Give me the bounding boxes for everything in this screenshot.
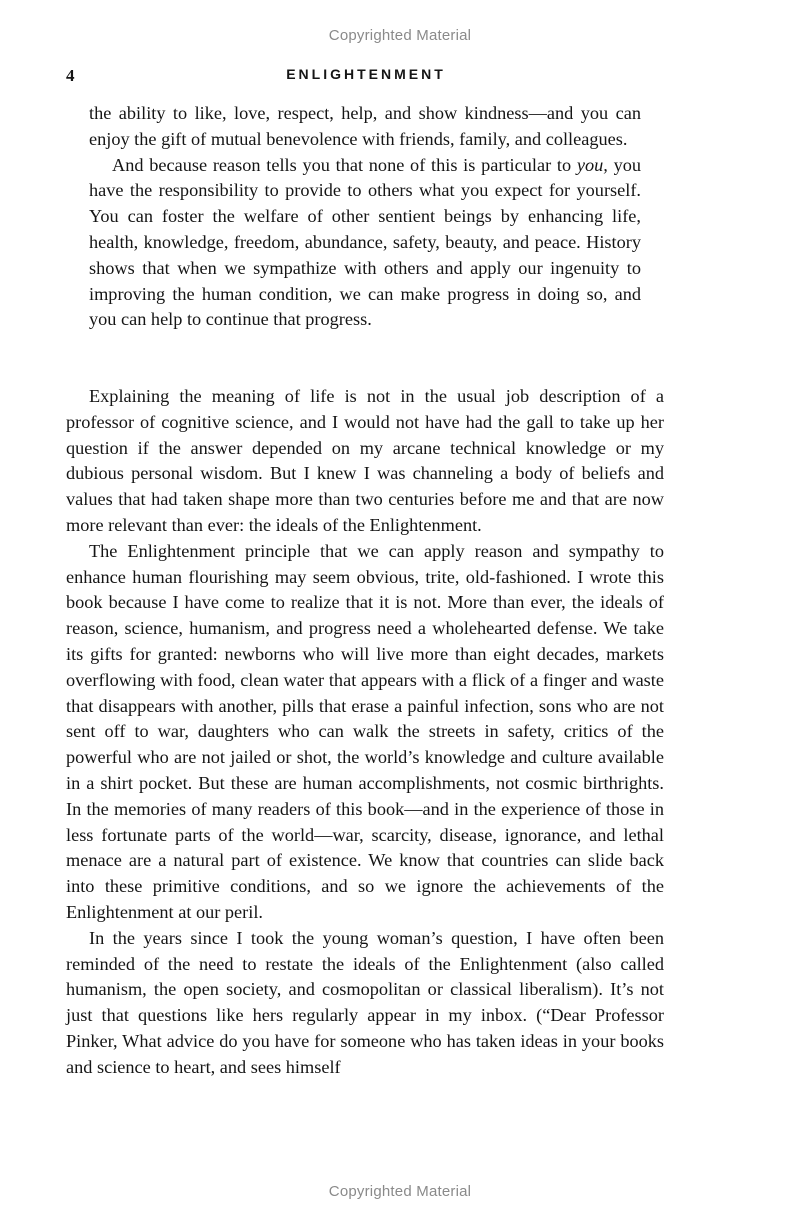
body-paragraph-3: In the years since I took the young woman’s question, I have often been reminded of the need to restate the ideals of the Enlightenment (also called humanism, the open society, and cosmopolitan or classical liberalism). It’s not just that questions like hers regularly appear in my inbox. (“Dear Professor Pinker, What advice do you have for someone who has taken ideas in your books and science to heart, and sees himself: [66, 927, 664, 1077]
running-title: ENLIGHTENMENT: [286, 66, 446, 82]
page-number: 4: [66, 66, 75, 85]
quote-paragraph-2-start: And because reason tells you that none of this is particular to: [112, 154, 577, 175]
watermark-bottom: Copyrighted Material: [328, 1183, 472, 1200]
block-quote: [89, 101, 641, 333]
body-paragraph-1: Explaining the meaning of life is not in the usual job description of a professor of cognitive science, and I would not have had the gall to take up her question if the answer depended on my arcane technical knowledge or my dubious personal wisdom. But I knew I was channeling a body of beliefs and values that had taken shape more than two centuries before me and that are now more relevant than ever: the ideals of the Enlightenment.: [66, 386, 664, 535]
body-paragraph-2: The Enlightenment principle that we can apply reason and sympathy to enhance human flourishing may seem obvious, trite, old-fashioned. I wrote this book because I have come to realize that it is not. More than ever, the ideals of reason, science, humanism, and progress need a wholehearted defense. We take its gifts for granted: newborns who will live more than eight decades, markets overflowing with food, clean water that appears with a flick of a finger and waste that disappears with another, pills that erase a painful infection, sons who are not sent off to war, daughters who can walk the streets in safety, critics of the powerful who are not jailed or shot, the world’s knowledge and culture available in a shirt pocket. But these are human accomplishments, not cosmic birthrights. In the memories of many readers of this book—and in the experience of those in less fortunate parts of the world—war, scarcity, disease, ignorance, and lethal menace are a natural part of existence. We know that countries can slide back into these primitive conditions, and so we ignore the achievements of the Enlightenment at our peril.: [66, 540, 664, 922]
running-header: [66, 66, 666, 88]
quote-paragraph-1: the ability to like, love, respect, help, and show kindness—and you can enjoy the gift of mutual benevolence with friends, family, and colleagues.: [89, 103, 641, 149]
body-text: [66, 384, 664, 1081]
quote-paragraph-2: [89, 153, 641, 334]
watermark-top: Copyrighted Material: [328, 27, 472, 44]
quote-emphasis: you,: [576, 154, 608, 175]
quote-paragraph-2-end: you have the responsibility to provide to others what you expect for yourself. You can foster the welfare of other sentient beings by enhancing life, health, knowledge, freedom, abundance, safety, beauty, and peace. History shows that when we sympathize with others and apply our ingenuity to improving the human condition, we can make progress in doing so, and you can help to continue that progress.: [89, 154, 641, 330]
